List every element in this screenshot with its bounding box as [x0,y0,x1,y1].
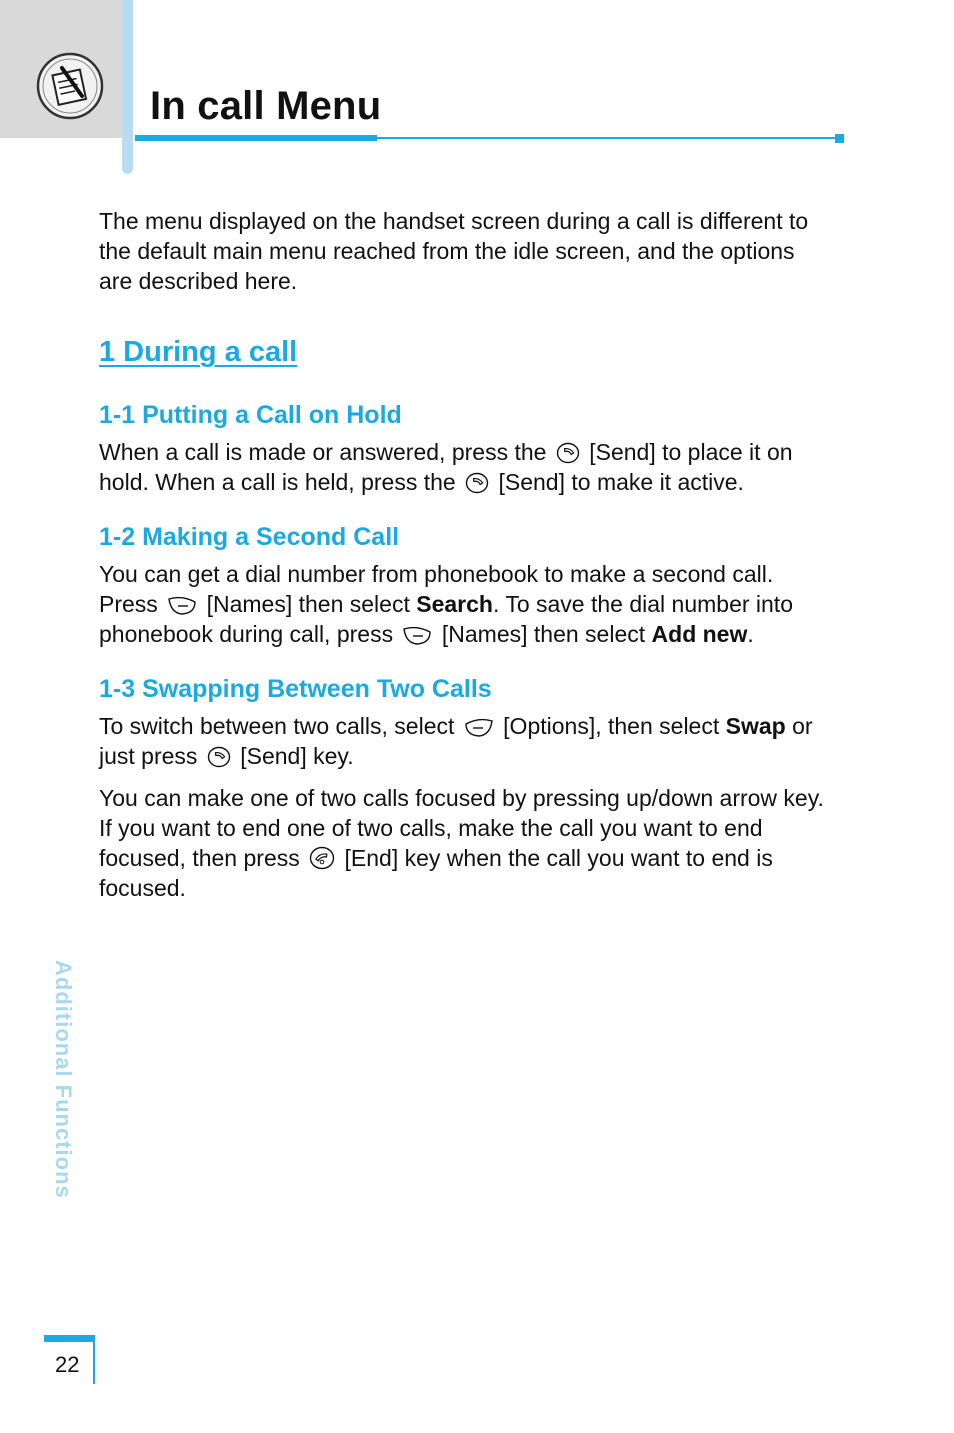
page-number-divider [93,1342,95,1384]
subsection-hold [99,399,834,497]
section-heading: 1 During a call [99,336,298,368]
end-key-icon [309,845,335,871]
subsection-heading: 1-2 Making a Second Call [99,523,400,551]
right-soft-key-icon [402,623,432,647]
subsection-text: When a call is made or answered, press the [Send] to place it on hold. When a call is held, press the [Send] to make it active. [99,439,793,495]
subsection-second-call [99,521,834,649]
send-key-icon [465,471,489,495]
title-underline-thick [135,135,377,141]
subsection-swapping [99,673,834,903]
send-key-icon [207,745,231,769]
sidebar-section-label: Additional Functions [51,960,76,1199]
send-key-icon [556,441,580,465]
subsection-text: To switch between two calls, select [Options], then select Swap or just press [Send] key. [99,713,813,769]
subsection-heading: 1-1 Putting a Call on Hold [99,401,402,429]
page-number-bar [44,1335,95,1342]
page-number: 22 [55,1352,80,1377]
intro-paragraph: The menu displayed on the handset screen during a call is different to the default main menu reached from the idle screen, and the options are described here. [99,208,809,294]
subsection-text: You can make one of two calls focused by pressing up/down arrow key. If you want to end one of two calls, make the call you want to end focused, then press [End] key when the call you want to end is focused. [99,785,824,901]
title-underline-thin [377,137,837,139]
header-vertical-bar [122,0,133,174]
subsection-heading: 1-3 Swapping Between Two Calls [99,675,492,703]
left-soft-key-icon [464,715,494,739]
right-soft-key-icon [167,593,197,617]
subsection-text: You can get a dial number from phonebook to make a second call. Press [Names] then select Search. To save the dial number into phonebook during call, press [Names] then select Add new. [99,561,793,647]
title-underline-end [835,134,844,143]
page-title: In call Menu [150,84,382,128]
page-content [99,206,834,927]
notebook-pen-icon [36,52,104,120]
